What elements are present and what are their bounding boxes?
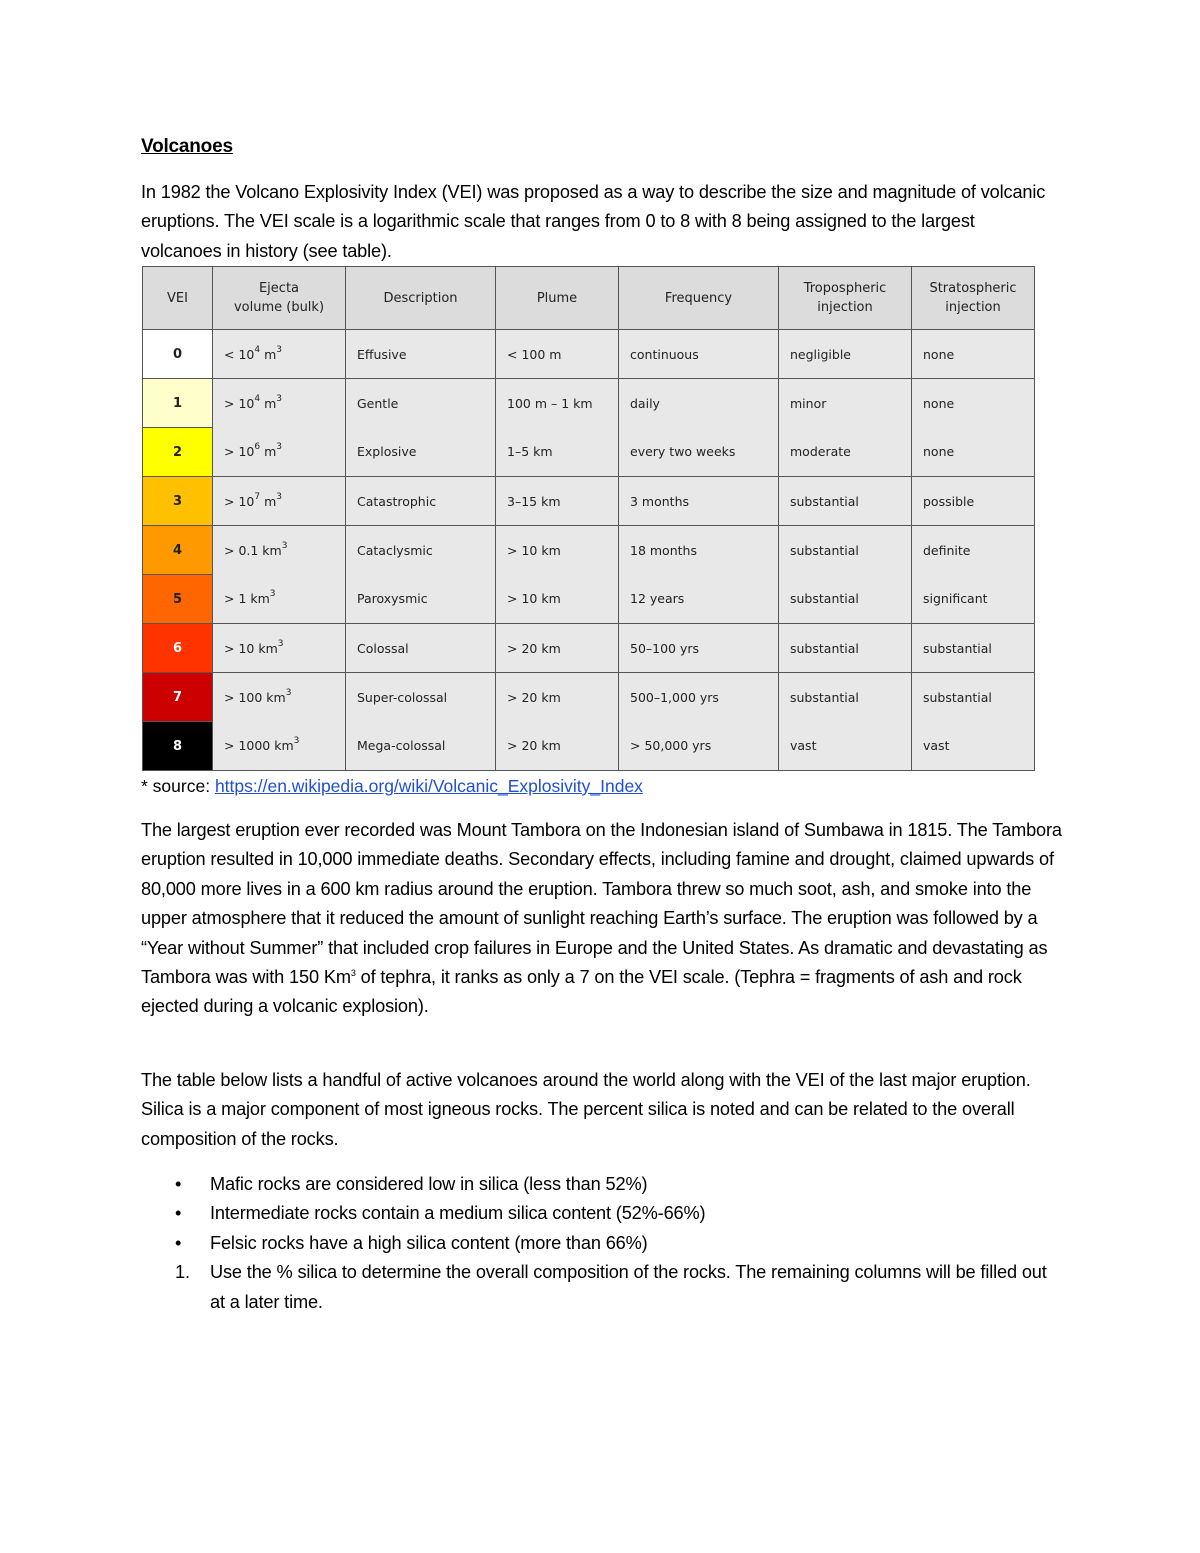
header-description: Description xyxy=(346,267,496,330)
bullet-marker: • xyxy=(175,1174,182,1194)
tropospheric-injection: substantial xyxy=(779,526,912,575)
description: Super-colossal xyxy=(346,673,496,722)
description: Effusive xyxy=(346,330,496,379)
page-title: Volcanoes xyxy=(141,136,233,157)
vei-row-5 xyxy=(143,575,1035,624)
intro-paragraph: In 1982 the Volcano Explosivity Index (VEI) was proposed as a way to describe the size and magnitude of volcanic eruptions. The VEI scale is a logarithmic scale that ranges from 0 to 8 with 8 being assigned to the largest volcanoes in history (see table). xyxy=(141,182,1046,261)
source-note xyxy=(141,772,643,800)
vei-number: 2 xyxy=(143,428,213,477)
vei-row-2 xyxy=(143,428,1035,477)
vei-number: 3 xyxy=(143,477,213,526)
vei-row-3 xyxy=(143,477,1035,526)
list-item: 1. Use the % silica to determine the overall composition of the rocks. The remaining columns will be filled out at a later time. xyxy=(141,1258,1061,1317)
description: Paroxysmic xyxy=(346,575,496,624)
vei-row-6 xyxy=(143,624,1035,673)
frequency: 18 months xyxy=(619,526,779,575)
frequency: 3 months xyxy=(619,477,779,526)
plume: 100 m – 1 km xyxy=(496,379,619,428)
stratospheric-injection: substantial xyxy=(912,624,1035,673)
vei-row-8 xyxy=(143,722,1035,771)
stratospheric-injection: definite xyxy=(912,526,1035,575)
stratospheric-injection: none xyxy=(912,379,1035,428)
ejecta-volume: > 0.1 $km^3$ xyxy=(213,526,346,575)
vei-number: 7 xyxy=(143,673,213,722)
header-tropospheric-injection: Tropospheric injection xyxy=(779,267,912,330)
ejecta-volume: > 100 $km^3$ xyxy=(213,673,346,722)
tropospheric-injection: moderate xyxy=(779,428,912,477)
vei-table-header-row xyxy=(143,267,1035,330)
number-marker: 1. xyxy=(175,1262,190,1283)
plume: > 20 km xyxy=(496,673,619,722)
list-item: • Mafic rocks are considered low in silica (less than 52%) xyxy=(141,1170,1061,1199)
plume: 3–15 km xyxy=(496,477,619,526)
vei-row-0 xyxy=(143,330,1035,379)
plume: 1–5 km xyxy=(496,428,619,477)
description: Explosive xyxy=(346,428,496,477)
bullet-marker: • xyxy=(175,1232,182,1253)
plume: > 20 km xyxy=(496,624,619,673)
stratospheric-injection: none xyxy=(912,330,1035,379)
list-item: • Intermediate rocks contain a medium silica content (52%-66%) xyxy=(141,1199,1061,1228)
vei-row-7 xyxy=(143,673,1035,722)
vei-number: 1 xyxy=(143,379,213,428)
header-frequency: Frequency xyxy=(619,267,779,330)
source-prefix: * source: xyxy=(141,776,215,796)
silica-paragraph: The table below lists a handful of active volcanoes around the world along with the VEI of the last major eruption. Silica is a major component of most igneous rocks. The percent silica is noted and can be related to the overall composition of the rocks. xyxy=(141,1070,1031,1149)
tambora-paragraph: The largest eruption ever recorded was Mount Tambora on the Indonesian island of Sumbawa in 1815. The Tambora eruption resulted in 10,000 immediate deaths. Secondary effects, including famine and drought, claimed upwards of 80,000 more lives in a 600 km radius around the eruption. Tambora threw so much soot, ash, and smoke into the upper atmosphere that it reduced the amount of sunlight reaching Earth’s surface. The eruption was followed by a “Year without Summer” that included crop failures in Europe and the United States. As dramatic and devastating as Tambora was with 150 Km$^3$ of tephra, it ranks as only a 7 on the VEI scale. (Tephra = fragments of ash and rock ejected during a volcanic explosion). xyxy=(141,820,1062,1017)
list-item: • Felsic rocks have a high silica content (more than 66%) xyxy=(141,1229,1061,1258)
ejecta-volume: > $10^6$ $m^3$ xyxy=(213,428,346,477)
tropospheric-injection: substantial xyxy=(779,624,912,673)
bullet-marker: • xyxy=(175,1203,182,1224)
ejecta-volume: > $10^4$ $m^3$ xyxy=(213,379,346,428)
source-link[interactable]: https://en.wikipedia.org/wiki/Volcanic_Explosivity_Index xyxy=(214,776,643,796)
ejecta-volume: < $10^4$ $m^3$ xyxy=(213,330,346,379)
stratospheric-injection: possible xyxy=(912,477,1035,526)
stratospheric-injection: significant xyxy=(912,575,1035,624)
header-stratospheric-injection: Stratospheric injection xyxy=(912,267,1035,330)
header-ejecta-volume: Ejecta volume (bulk) xyxy=(213,267,346,330)
frequency: 500–1,000 yrs xyxy=(619,673,779,722)
ejecta-volume: > 1 $km^3$ xyxy=(213,575,346,624)
frequency: daily xyxy=(619,379,779,428)
tropospheric-injection: minor xyxy=(779,379,912,428)
vei-row-4 xyxy=(143,526,1035,575)
description: Colossal xyxy=(346,624,496,673)
tropospheric-injection: substantial xyxy=(779,673,912,722)
header-vei: VEI xyxy=(143,267,213,330)
description: Gentle xyxy=(346,379,496,428)
vei-table xyxy=(142,266,1035,771)
vei-number: 6 xyxy=(143,624,213,673)
ejecta-volume: > $10^7$ $m^3$ xyxy=(213,477,346,526)
vei-row-1 xyxy=(143,379,1035,428)
ejecta-volume: > 10 $km^3$ xyxy=(213,624,346,673)
vei-number: 0 xyxy=(143,330,213,379)
ejecta-volume: > 1000 $km^3$ xyxy=(213,722,346,771)
stratospheric-injection: substantial xyxy=(912,673,1035,722)
plume: < 100 m xyxy=(496,330,619,379)
vei-number: 8 xyxy=(143,722,213,771)
stratospheric-injection: vast xyxy=(912,722,1035,771)
silica-list xyxy=(141,1170,1061,1317)
plume: > 20 km xyxy=(496,722,619,771)
description: Mega-colossal xyxy=(346,722,496,771)
description: Cataclysmic xyxy=(346,526,496,575)
frequency: > 50,000 yrs xyxy=(619,722,779,771)
frequency: every two weeks xyxy=(619,428,779,477)
tropospheric-injection: substantial xyxy=(779,477,912,526)
stratospheric-injection: none xyxy=(912,428,1035,477)
plume: > 10 km xyxy=(496,526,619,575)
plume: > 10 km xyxy=(496,575,619,624)
tropospheric-injection: negligible xyxy=(779,330,912,379)
tropospheric-injection: vast xyxy=(779,722,912,771)
header-plume: Plume xyxy=(496,267,619,330)
description: Catastrophic xyxy=(346,477,496,526)
vei-number: 5 xyxy=(143,575,213,624)
vei-number: 4 xyxy=(143,526,213,575)
frequency: 12 years xyxy=(619,575,779,624)
frequency: continuous xyxy=(619,330,779,379)
frequency: 50–100 yrs xyxy=(619,624,779,673)
tropospheric-injection: substantial xyxy=(779,575,912,624)
